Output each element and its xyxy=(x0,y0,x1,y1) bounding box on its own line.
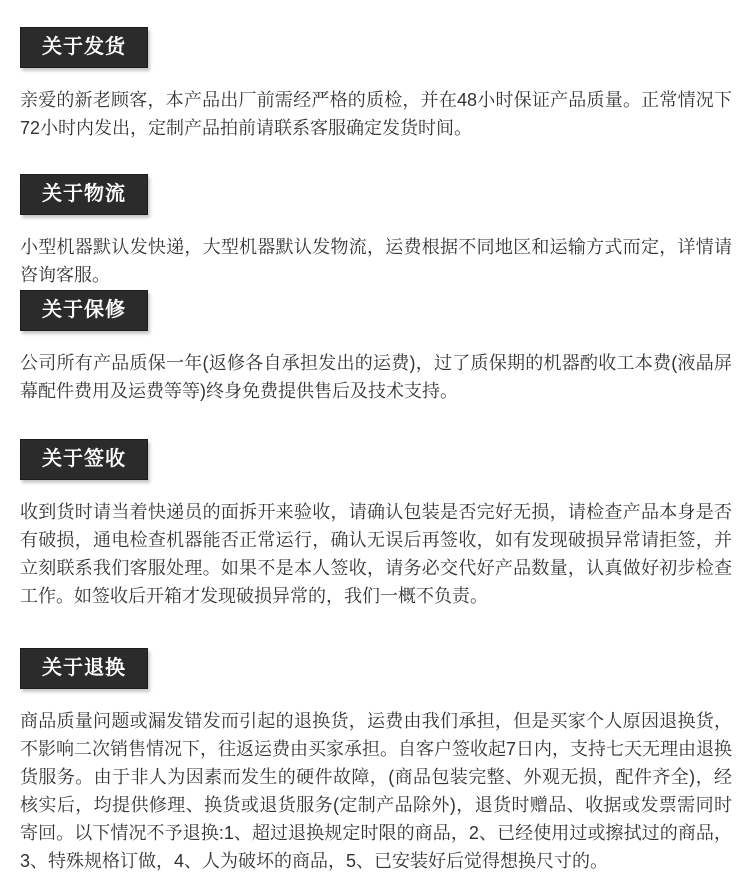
logistics-body-text: 小型机器默认发快递，大型机器默认发物流，运费根据不同地区和运输方式而定，详情请咨询客服。 xyxy=(20,237,732,285)
returns-body-text: 商品质量问题或漏发错发而引起的退换货，运费由我们承担，但是买家个人原因退换货，不影响二次销售情况下，往返运费由买家承担。自客户签收起7日内，支持七天无理由退换货服务。由于非人为因素而发生的硬件故障，(商品包装完整、外观无损，配件齐全)，经核实后，均提供修理、换货或退货服务(定制产品除外)，退货时赠品、收据或发票需同时寄回。以下情况不予退换:1、超过退换规定时限的商品，2、已经使用过或擦拭过的商品，3、特殊规格订做，4、人为破坏的商品，5、已安装好后觉得想换尺寸的。 xyxy=(20,711,733,871)
shipping-body-text: 亲爱的新老顾客，本产品出厂前需经严格的质检，并在48小时保证产品质量。正常情况下72小时内发出，定制产品拍前请联系客服确定发货时间。 xyxy=(20,90,732,138)
section-logistics xyxy=(20,174,732,289)
warranty-title-badge xyxy=(20,290,148,331)
shipping-title-label: 关于发货 xyxy=(42,36,126,58)
logistics-title-label: 关于物流 xyxy=(42,183,126,205)
section-shipping xyxy=(20,27,732,142)
section-returns xyxy=(20,648,732,875)
receiving-title-label: 关于签收 xyxy=(42,448,126,470)
warranty-body-text: 公司所有产品质保一年(返修各自承担发出的运费)，过了质保期的机器酌收工本费(液晶屏幕配件费用及运费等等)终身免费提供售后及技术支持。 xyxy=(20,353,732,401)
shipping-title-badge xyxy=(20,27,148,68)
logistics-title-badge xyxy=(20,174,148,215)
receiving-body-text: 收到货时请当着快递员的面拆开来验收，请确认包装是否完好无损，请检查产品本身是否有破损，通电检查机器能否正常运行，确认无误后再签收，如有发现破损异常请拒签，并立刻联系我们客服处理。如果不是本人签收，请务必交代好产品数量，认真做好初步检查工作。如签收后开箱才发现破损异常的，我们一概不负责。 xyxy=(20,502,732,606)
section-warranty xyxy=(20,290,732,405)
warranty-title-label: 关于保修 xyxy=(42,299,126,321)
returns-title-label: 关于退换 xyxy=(42,657,126,679)
receiving-title-badge xyxy=(20,439,148,480)
returns-title-badge xyxy=(20,648,148,689)
section-receiving xyxy=(20,439,732,610)
